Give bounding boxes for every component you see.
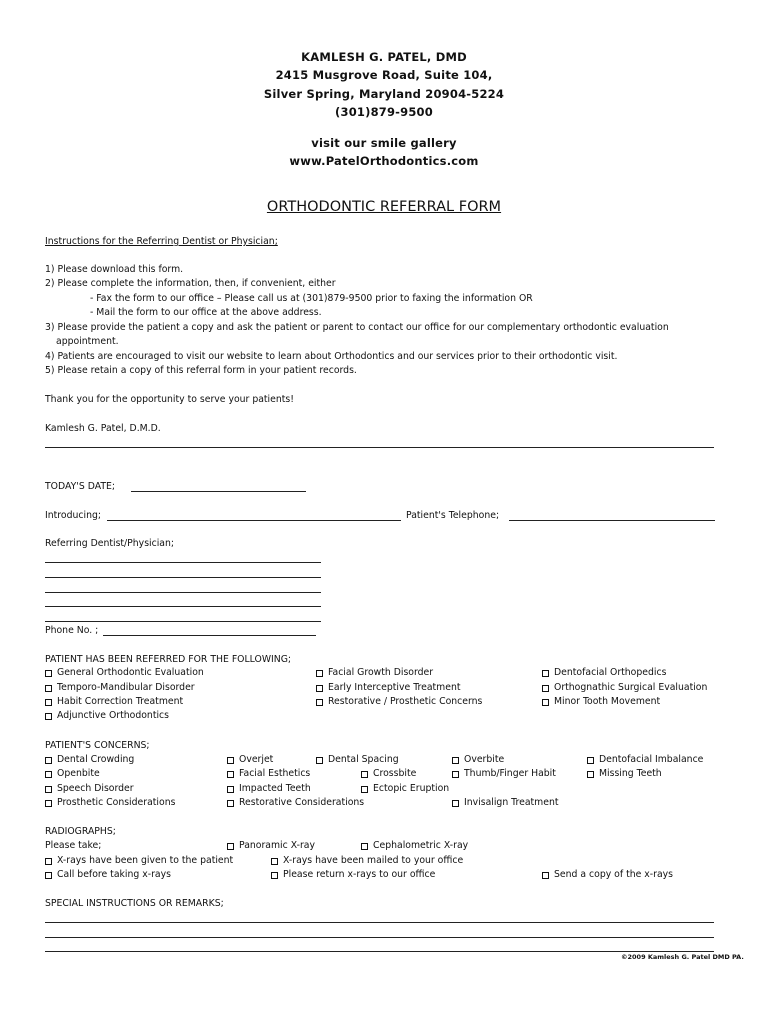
checkbox-square[interactable]: [45, 858, 52, 865]
instructions-heading: Instructions for the Referring Dentist or Physician;: [45, 236, 278, 247]
section-divider: [45, 447, 714, 448]
introducing-label: Introducing;: [45, 510, 101, 521]
checkbox-square[interactable]: [45, 771, 52, 778]
patient-telephone-line[interactable]: [509, 520, 715, 521]
checkbox-square[interactable]: [587, 757, 594, 764]
checkbox-square[interactable]: [361, 771, 368, 778]
checkbox-minor-tooth-movement[interactable]: Minor Tooth Movement: [542, 695, 660, 710]
remarks-line[interactable]: [45, 922, 714, 923]
gallery-block: [0, 134, 768, 171]
checkbox-return-xrays[interactable]: Please return x-rays to our office: [271, 868, 435, 883]
checkbox-dentofacial-imbalance[interactable]: Dentofacial Imbalance: [587, 753, 703, 768]
checkbox-general-orthodontic-evaluation[interactable]: General Orthodontic Evaluation: [45, 666, 204, 681]
referring-line[interactable]: [45, 606, 321, 607]
checkbox-thumb-finger-habit[interactable]: Thumb/Finger Habit: [452, 767, 556, 782]
thanks-text: Thank you for the opportunity to serve your patients!: [45, 394, 294, 405]
instruction-line: 5) Please retain a copy of this referral form in your patient records.: [45, 365, 357, 376]
checkbox-early-interceptive-treatment[interactable]: Early Interceptive Treatment: [316, 681, 461, 696]
instruction-line: 1) Please download this form.: [45, 264, 184, 275]
checkbox-square[interactable]: [45, 757, 52, 764]
todays-date-label: TODAY'S DATE;: [45, 481, 116, 492]
checkbox-square[interactable]: [452, 800, 459, 807]
checkbox-invisalign-treatment[interactable]: Invisalign Treatment: [452, 796, 558, 811]
checkbox-square[interactable]: [452, 771, 459, 778]
address-line-1: 2415 Musgrove Road, Suite 104,: [275, 68, 493, 83]
checkbox-square[interactable]: [542, 685, 549, 692]
checkbox-square[interactable]: [227, 771, 234, 778]
checkbox-square[interactable]: [542, 699, 549, 706]
checkbox-call-before-xrays[interactable]: Call before taking x-rays: [45, 868, 171, 883]
signature-text: Kamlesh G. Patel, D.M.D.: [45, 423, 161, 434]
radiographs-heading: RADIOGRAPHS;: [45, 826, 116, 837]
checkbox-prosthetic-considerations[interactable]: Prosthetic Considerations: [45, 796, 175, 811]
checkbox-missing-teeth[interactable]: Missing Teeth: [587, 767, 662, 782]
instruction-line: - Fax the form to our office – Please call us at (301)879-9500 prior to faxing the information OR: [90, 293, 533, 304]
referring-line[interactable]: [45, 577, 321, 578]
checkbox-panoramic-xray[interactable]: Panoramic X-ray: [227, 839, 315, 854]
checkbox-square[interactable]: [316, 670, 323, 677]
checkbox-square[interactable]: [45, 872, 52, 879]
instruction-line: 2) Please complete the information, then, if convenient, either: [45, 278, 336, 289]
checkbox-restorative-considerations[interactable]: Restorative Considerations: [227, 796, 364, 811]
checkbox-square[interactable]: [45, 685, 52, 692]
checkbox-square[interactable]: [227, 786, 234, 793]
checkbox-openbite[interactable]: Openbite: [45, 767, 100, 782]
todays-date-line[interactable]: [131, 491, 306, 492]
checkbox-dental-spacing[interactable]: Dental Spacing: [316, 753, 399, 768]
website-link[interactable]: www.PatelOrthodontics.com: [289, 154, 479, 169]
checkbox-square[interactable]: [271, 858, 278, 865]
checkbox-square[interactable]: [45, 699, 52, 706]
checkbox-square[interactable]: [361, 786, 368, 793]
checkbox-square[interactable]: [361, 843, 368, 850]
checkbox-overbite[interactable]: Overbite: [452, 753, 504, 768]
phone-no-line[interactable]: [103, 635, 316, 636]
checkbox-square[interactable]: [45, 800, 52, 807]
please-take-label: Please take;: [45, 840, 102, 851]
checkbox-temporo-mandibular-disorder[interactable]: Temporo-Mandibular Disorder: [45, 681, 195, 696]
phone-no-label: Phone No. ;: [45, 625, 99, 636]
doctor-name: KAMLESH G. PATEL, DMD: [301, 50, 467, 64]
remarks-line[interactable]: [45, 951, 714, 952]
checkbox-square[interactable]: [316, 685, 323, 692]
referred-heading: PATIENT HAS BEEN REFERRED FOR THE FOLLOWING;: [45, 654, 292, 665]
checkbox-square[interactable]: [45, 786, 52, 793]
patient-telephone-label: Patient's Telephone;: [406, 510, 500, 521]
checkbox-dentofacial-orthopedics[interactable]: Dentofacial Orthopedics: [542, 666, 666, 681]
checkbox-speech-disorder[interactable]: Speech Disorder: [45, 782, 134, 797]
checkbox-habit-correction-treatment[interactable]: Habit Correction Treatment: [45, 695, 183, 710]
checkbox-square[interactable]: [452, 757, 459, 764]
checkbox-square[interactable]: [316, 757, 323, 764]
checkbox-send-copy-xrays[interactable]: Send a copy of the x-rays: [542, 868, 673, 883]
checkbox-dental-crowding[interactable]: Dental Crowding: [45, 753, 134, 768]
checkbox-xrays-mailed[interactable]: X-rays have been mailed to your office: [271, 854, 463, 869]
checkbox-xrays-given-to-patient[interactable]: X-rays have been given to the patient: [45, 854, 233, 869]
introducing-line[interactable]: [107, 520, 401, 521]
checkbox-restorative-prosthetic-concerns[interactable]: Restorative / Prosthetic Concerns: [316, 695, 482, 710]
checkbox-square[interactable]: [587, 771, 594, 778]
instruction-line: - Mail the form to our office at the above address.: [90, 307, 322, 318]
checkbox-orthognathic-surgical-evaluation[interactable]: Orthognathic Surgical Evaluation: [542, 681, 707, 696]
checkbox-square[interactable]: [45, 713, 52, 720]
remarks-heading: SPECIAL INSTRUCTIONS OR REMARKS;: [45, 898, 224, 909]
instruction-line: 4) Patients are encouraged to visit our website to learn about Orthodontics and our services prior to their orthodontic visit.: [45, 351, 618, 362]
office-phone: (301)879-9500: [335, 104, 433, 119]
checkbox-square[interactable]: [227, 800, 234, 807]
checkbox-cephalometric-xray[interactable]: Cephalometric X-ray: [361, 839, 468, 854]
address-line-2: Silver Spring, Maryland 20904-5224: [263, 86, 505, 101]
referring-label: Referring Dentist/Physician;: [45, 538, 175, 549]
checkbox-facial-esthetics[interactable]: Facial Esthetics: [227, 767, 310, 782]
checkbox-square[interactable]: [227, 757, 234, 764]
checkbox-impacted-teeth[interactable]: Impacted Teeth: [227, 782, 311, 797]
letterhead: [0, 48, 768, 121]
checkbox-square[interactable]: [316, 699, 323, 706]
checkbox-crossbite[interactable]: Crossbite: [361, 767, 416, 782]
checkbox-square[interactable]: [227, 843, 234, 850]
checkbox-square[interactable]: [271, 872, 278, 879]
checkbox-adjunctive-orthodontics[interactable]: Adjunctive Orthodontics: [45, 709, 169, 724]
referring-line[interactable]: [45, 621, 321, 622]
checkbox-square[interactable]: [45, 670, 52, 677]
copyright-footer: ©2009 Kamlesh G. Patel DMD PA.: [621, 953, 744, 961]
concerns-heading: PATIENT'S CONCERNS;: [45, 740, 150, 751]
checkbox-overjet[interactable]: Overjet: [227, 753, 273, 768]
gallery-text: visit our smile gallery: [311, 136, 457, 150]
checkbox-ectopic-eruption[interactable]: Ectopic Eruption: [361, 782, 449, 797]
instruction-line: 3) Please provide the patient a copy and ask the patient or parent to contact our office for our complementary orthodontic evaluation: [45, 322, 669, 333]
instruction-line: appointment.: [56, 336, 119, 347]
checkbox-facial-growth-disorder[interactable]: Facial Growth Disorder: [316, 666, 433, 681]
form-title: ORTHODONTIC REFERRAL FORM: [266, 199, 502, 215]
checkbox-square[interactable]: [542, 872, 549, 879]
referring-line[interactable]: [45, 592, 321, 593]
referring-line[interactable]: [45, 562, 321, 563]
remarks-line[interactable]: [45, 937, 714, 938]
checkbox-square[interactable]: [542, 670, 549, 677]
